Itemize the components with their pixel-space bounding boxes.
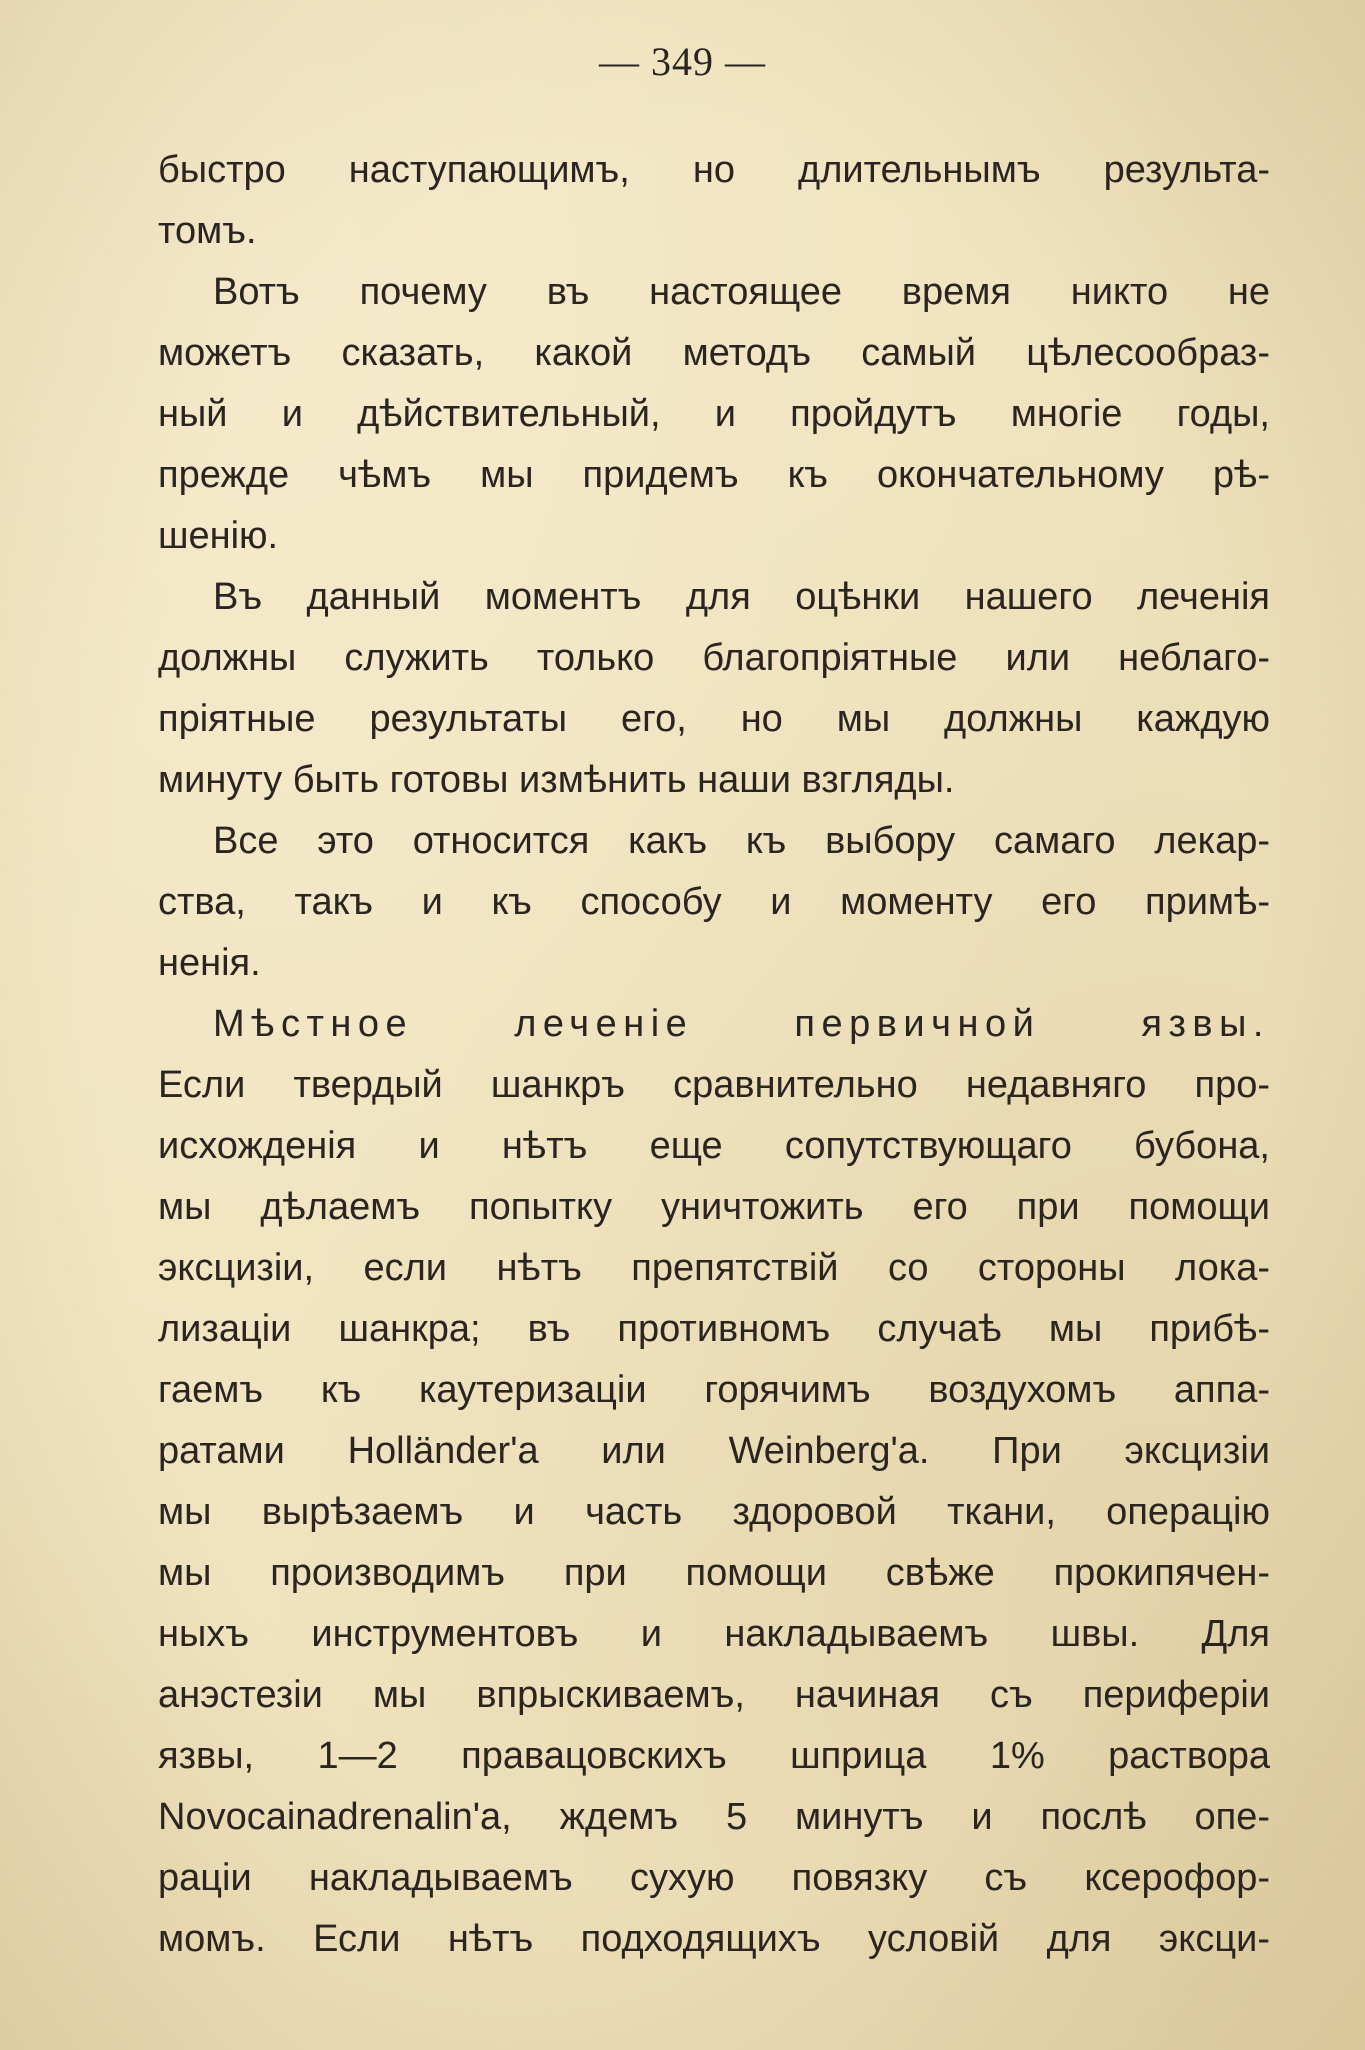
text-line: лизаціи шанкра; въ противномъ случаѣ мы прибѣ-	[158, 1308, 1270, 1350]
section-heading-line: Мѣстное леченіе первичной язвы.	[213, 1003, 1270, 1045]
text-line: пріятные результаты его, но мы должны каждую	[158, 698, 1270, 740]
text-line: исхожденія и нѣтъ еще сопутствующаго бубона,	[158, 1125, 1270, 1167]
text-line: ратами Holländer'a или Weinberg'a. При эксцизіи	[158, 1430, 1270, 1472]
text-line: прежде чѣмъ мы придемъ къ окончательному рѣ-	[158, 454, 1270, 496]
text-line: быстро наступающимъ, но длительнымъ результа-	[158, 149, 1270, 191]
text-line: ства, такъ и къ способу и моменту его примѣ-	[158, 881, 1270, 923]
text-line: Если твердый шанкръ сравнительно недавняго про-	[158, 1064, 1270, 1106]
text-line: ныхъ инструментовъ и накладываемъ швы. Для	[158, 1613, 1270, 1655]
text-line: раціи накладываемъ сухую повязку съ ксерофор-	[158, 1857, 1270, 1899]
text-line: должны служить только благопріятные или неблаго-	[158, 637, 1270, 679]
text-line: шенію.	[158, 515, 279, 557]
text-line: мы дѣлаемъ попытку уничтожить его при помощи	[158, 1186, 1270, 1228]
text-line: томъ.	[158, 210, 257, 252]
text-line: ненія.	[158, 942, 261, 984]
text-line: мы вырѣзаемъ и часть здоровой ткани, операцію	[158, 1491, 1270, 1533]
text-line: Novocainadrenalin'a, ждемъ 5 минутъ и послѣ опе-	[158, 1796, 1270, 1838]
text-line: момъ. Если нѣтъ подходящихъ условій для эксци-	[158, 1918, 1270, 1960]
text-line: мы производимъ при помощи свѣже прокипячен-	[158, 1552, 1270, 1594]
text-line: язвы, 1—2 правацовскихъ шприца 1% раствора	[158, 1735, 1270, 1777]
text-line: можетъ сказать, какой методъ самый цѣлесообраз-	[158, 332, 1270, 374]
text-line: анэстезіи мы впрыскиваемъ, начиная съ периферіи	[158, 1674, 1270, 1716]
text-line: Въ данный моментъ для оцѣнки нашего леченія	[213, 576, 1270, 618]
page-number: — 349 —	[599, 39, 766, 84]
text-line: гаемъ къ каутеризаціи горячимъ воздухомъ аппа-	[158, 1369, 1270, 1411]
body-text	[158, 140, 1270, 1970]
text-line: Вотъ почему въ настоящее время никто не	[213, 271, 1270, 313]
text-line: Все это относится какъ къ выбору самаго лекар-	[213, 820, 1270, 862]
text-line: эксцизіи, если нѣтъ препятствій со стороны лока-	[158, 1247, 1270, 1289]
text-line: ный и дѣйствительный, и пройдутъ многіе годы,	[158, 393, 1270, 435]
text-line: минуту быть готовы измѣнить наши взгляды.	[158, 759, 955, 801]
